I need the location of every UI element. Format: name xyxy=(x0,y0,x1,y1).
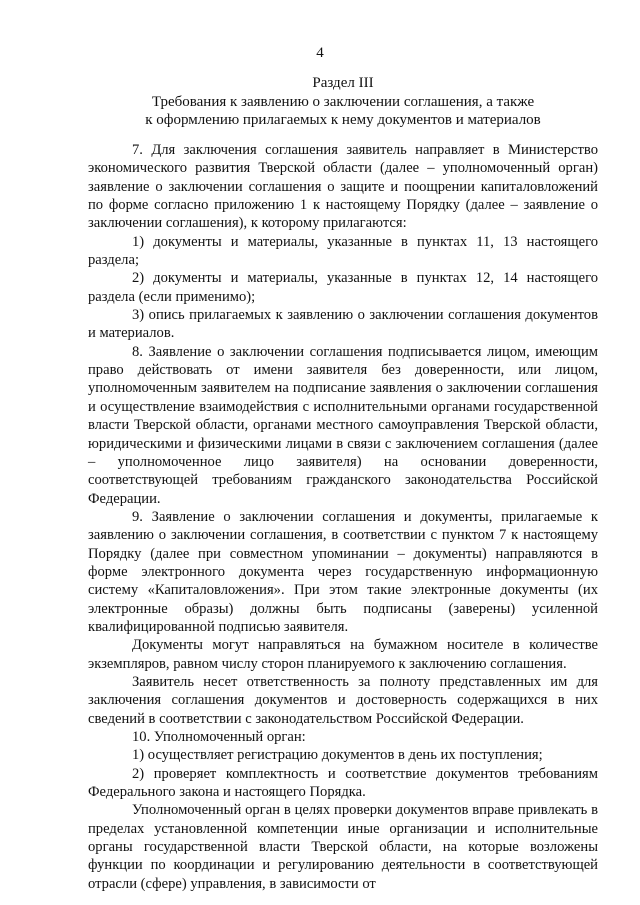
paragraph-9-paper-copies: Документы могут направляться на бумажном носителе в количестве экземпляров, равном числу сторон планируемого к заключению соглашения. xyxy=(88,637,598,672)
paragraph-9: 9. Заявление о заключении соглашения и документы, прилагаемые к заявлению о заключении соглашения, в соответствии с пунктом 7 к настоящему Порядку (далее при совместном упоминании – документы) направляются в форме электронного документа через государственную информационную систему «Капиталовложения». При этом такие электронные документы (их электронные образы) должны быть подписаны (заверены) усиленной квалифицированной подписью заявителя. xyxy=(88,508,598,635)
section-body xyxy=(88,141,598,893)
paragraph-7-item-1: 1) документы и материалы, указанные в пунктах 11, 13 настоящего раздела; xyxy=(88,233,598,269)
paragraph-8: 8. Заявление о заключении соглашения подписывается лицом, имеющим право действовать от имени заявителя без доверенности, или лицом, уполномоченным заявителем на подписание заявления о заключении соглашения и осуществление взаимодействия с исполнительными органами государственной власти Тверской области, органами местного самоуправления Тверской области, юридическими и физическими лицами в связи с заключением соглашения (далее – уполномоченное лицо заявителя) на основании доверенности, соответствующей требованиям гражданского законодательства Российской Федерации. xyxy=(88,343,598,507)
paragraph-10: 10. Уполномоченный орган: xyxy=(132,729,306,745)
paragraph-10-item-2: 2) проверяет комплектность и соответствие документов требованиям Федерального закона и настоящего Порядка. xyxy=(88,765,598,801)
paragraph-7-item-3: 3) опись прилагаемых к заявлению о заключении соглашения документов и материалов. xyxy=(88,307,598,342)
paragraph-7-item-2: 2) документы и материалы, указанные в пунктах 12, 14 настоящего раздела (если применимо); xyxy=(88,270,598,305)
section-subtitle-line-2: к оформлению прилагаемых к нему документов и материалов xyxy=(145,112,541,128)
page-number: 4 xyxy=(316,45,324,61)
section-heading xyxy=(88,74,598,130)
paragraph-7: 7. Для заключения соглашения заявитель направляет в Министерство экономического развития Тверской области (далее – уполномоченный орган) заявление о заключении соглашения о защите и поощрении капиталовложений по форме согласно приложению 1 к настоящему Порядку (далее – заявление о заключении соглашения), к которому прилагаются: xyxy=(88,142,598,232)
paragraph-10-verification: Уполномоченный орган в целях проверки документов вправе привлекать в пределах установленной компетенции иные организации и исполнительные органы государственной власти Тверской области, на которые возложены функции по координации и регулированию деятельности в соответствующей отрасли (сфере) управления, в зависимости от xyxy=(88,802,598,892)
paragraph-9-responsibility: Заявитель несет ответственность за полноту представленных им для заключения соглашения документов и достоверность содержащихся в них сведений в соответствии с законодательством Российской Федерации. xyxy=(88,673,598,727)
section-title: Раздел III xyxy=(312,75,374,91)
section-subtitle-line-1: Требования к заявлению о заключении соглашения, а также xyxy=(151,93,535,110)
paragraph-10-item-1: 1) осуществляет регистрацию документов в день их поступления; xyxy=(132,747,543,764)
